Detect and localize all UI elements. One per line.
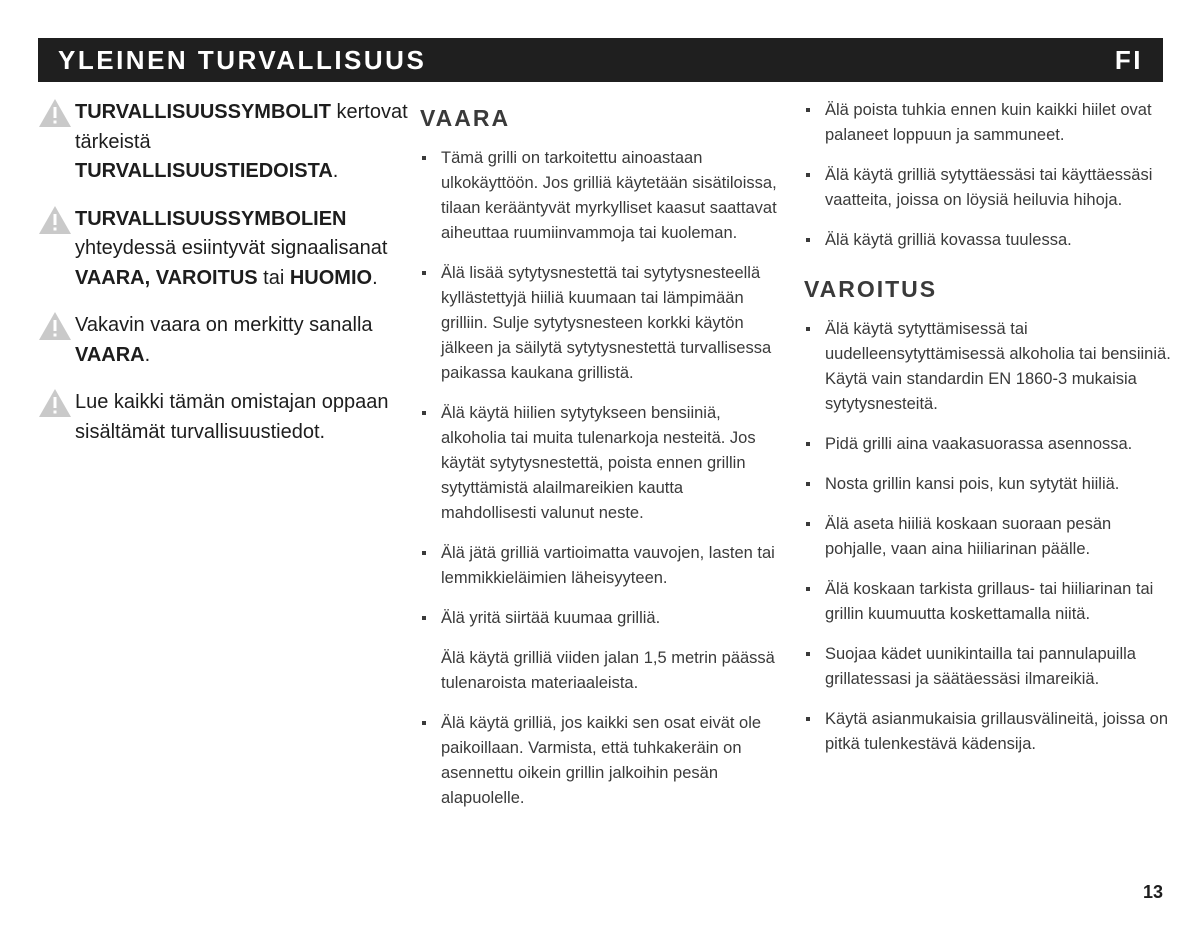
list-item-text: Älä lisää sytytysnestettä tai sytytysnesteellä kyllästettyjä hiiliä kuumaan tai lämpimään grilliin. Sulje sytytysnesteen korkki käytön jälkeen ja säilytä sytytysnestettä turvallisessa paikassa kaukana grillistä.: [441, 264, 772, 382]
list-item-text: Älä jätä grilliä vartioimatta vauvojen, lasten tai lemmikkieläimien läheisyyteen.: [441, 544, 775, 587]
symbol-note-4-text: Lue kaikki tämän omistajan oppaan sisältämät turvallisuustiedot.: [75, 391, 389, 443]
list-item-text: Älä poista tuhkia ennen kuin kaikki hiilet ovat palaneet loppuun ja sammuneet.: [825, 101, 1152, 144]
bullet-icon: [422, 411, 426, 415]
bullet-icon: [806, 482, 810, 486]
list-item-text: Nosta grillin kansi pois, kun sytytät hiiliä.: [825, 475, 1120, 493]
bullet-icon: [422, 551, 426, 555]
list-item: [804, 512, 1174, 562]
symbol-note-1-text-b: .: [332, 160, 339, 182]
vaara-continued-list: [804, 98, 1174, 253]
symbol-note-4: [38, 388, 408, 447]
list-item: [804, 228, 1174, 253]
warning-triangle-icon: [38, 311, 72, 341]
symbol-note-1-bold-b: TURVALLISUUSTIEDOISTA: [75, 160, 333, 182]
bullet-icon: [806, 587, 810, 591]
list-item: [420, 606, 780, 696]
list-item-text: Tämä grilli on tarkoitettu ainoastaan ulkokäyttöön. Jos grilliä käytetään sisätiloissa, tilaan kerääntyvät myrkylliset kaasut saattavat aiheuttaa ruumiinvammoja tai kuoleman.: [441, 149, 777, 242]
section-header-bar: [38, 38, 1163, 82]
list-item: [804, 642, 1174, 692]
list-item-text: Älä aseta hiiliä koskaan suoraan pesän pohjalle, vaan aina hiiliarinan päälle.: [825, 515, 1112, 558]
list-item-text: Älä käytä hiilien sytytykseen bensiiniä, alkoholia tai muita tulenarkoja nesteitä. Jos käytät sytytysnestettä, poista ennen grillin sytyttämistä alailmareikien kautta mahdollisesti valunut neste.: [441, 404, 756, 522]
vaara-heading: VAARA: [420, 105, 511, 131]
symbol-note-3-text-b: .: [144, 343, 151, 366]
warning-triangle-icon: [38, 388, 72, 418]
list-item-text: Suojaa kädet uunikintailla tai pannulapuilla grillatessasi ja säätäessäsi ilmareikiä.: [825, 645, 1136, 688]
symbol-note-2-text-b: tai: [257, 266, 290, 289]
bullet-icon: [806, 238, 810, 242]
symbol-note-2-bold-a: TURVALLISUUSSYMBOLIEN: [75, 207, 347, 230]
bullet-icon: [422, 271, 426, 275]
list-item-text: Älä koskaan tarkista grillaus- tai hiiliarinan tai grillin kuumuutta koskettamalla niitä.: [825, 580, 1154, 623]
bullet-icon: [806, 108, 810, 112]
symbol-note-1-bold-a: TURVALLISUUSSYMBOLIT: [75, 101, 331, 123]
warning-triangle-icon: [38, 98, 72, 128]
bullet-icon: [806, 522, 810, 526]
bullet-icon: [422, 156, 426, 160]
list-item-text: Älä yritä siirtää kuumaa grilliä.: [441, 609, 661, 627]
list-item: [804, 98, 1174, 148]
list-item: [420, 146, 780, 246]
varoitus-heading: VAROITUS: [804, 276, 938, 302]
vaara-column: [420, 104, 780, 826]
page-number: 13: [1142, 882, 1163, 902]
list-item-text: Älä käytä sytyttämisessä tai uudelleensytyttämisessä alkoholia tai bensiiniä. Käytä vain standardin EN 1860-3 mukaisia sytytysnesteitä.: [825, 320, 1171, 413]
list-item-text: Älä käytä grilliä, jos kaikki sen osat eivät ole paikoillaan. Varmista, että tuhkakeräin on asennettu oikein grillin jalkoihin pesän alapuolelle.: [441, 714, 762, 807]
section-title: YLEINEN TURVALLISUUS: [58, 45, 427, 75]
list-item: [420, 711, 780, 811]
symbol-note-2-bold-c: HUOMIO: [289, 266, 373, 289]
symbol-note-3-text-a: Vakavin vaara on merkitty sanalla: [75, 314, 373, 336]
language-code: FI: [1114, 45, 1143, 75]
symbol-note-2-bold-b: VAARA, VAROITUS: [75, 266, 258, 289]
bullet-icon: [806, 717, 810, 721]
list-item-text: Älä käytä grilliä kovassa tuulessa.: [825, 231, 1072, 249]
list-item: [804, 317, 1174, 417]
list-item: [804, 577, 1174, 627]
list-item-text: Käytä asianmukaisia grillausvälineitä, joissa on pitkä tulenkestävä kädensija.: [825, 710, 1169, 753]
list-item: [804, 432, 1174, 457]
list-item: [420, 541, 780, 591]
symbol-note-3-bold-b: VAARA: [75, 343, 145, 366]
bullet-icon: [422, 616, 426, 620]
symbol-note-2: [38, 205, 408, 294]
list-item-text: Älä käytä grilliä sytyttäessäsi tai käyttäessäsi vaatteita, joissa on löysiä heiluvia hihoja.: [825, 166, 1153, 209]
symbol-note-2-text-c: .: [372, 266, 378, 289]
list-item: [420, 401, 780, 526]
vaara-list: [420, 146, 780, 811]
symbol-note-1-text-a: kertovat tärkeistä: [75, 101, 408, 153]
list-item: [804, 707, 1174, 757]
symbol-note-2-text-a: yhteydessä esiintyvät signaalisanat: [75, 237, 388, 259]
bullet-icon: [806, 652, 810, 656]
safety-symbols-column: [38, 98, 408, 465]
list-item: [804, 163, 1174, 213]
symbol-note-3: [38, 311, 408, 370]
bullet-icon: [806, 327, 810, 331]
bullet-icon: [806, 173, 810, 177]
warning-triangle-icon: [38, 205, 72, 235]
varoitus-column: [804, 98, 1174, 772]
list-item: [420, 261, 780, 386]
bullet-icon: [806, 442, 810, 446]
symbol-note-1: [38, 98, 408, 187]
list-item-text: Pidä grilli aina vaakasuorassa asennossa.: [825, 435, 1133, 453]
list-item: [804, 472, 1174, 497]
list-item-sub-paragraph: Älä käytä grilliä viiden jalan 1,5 metrin päässä tulenaroista materiaaleista.: [441, 649, 775, 692]
varoitus-list: [804, 317, 1174, 757]
bullet-icon: [422, 721, 426, 725]
